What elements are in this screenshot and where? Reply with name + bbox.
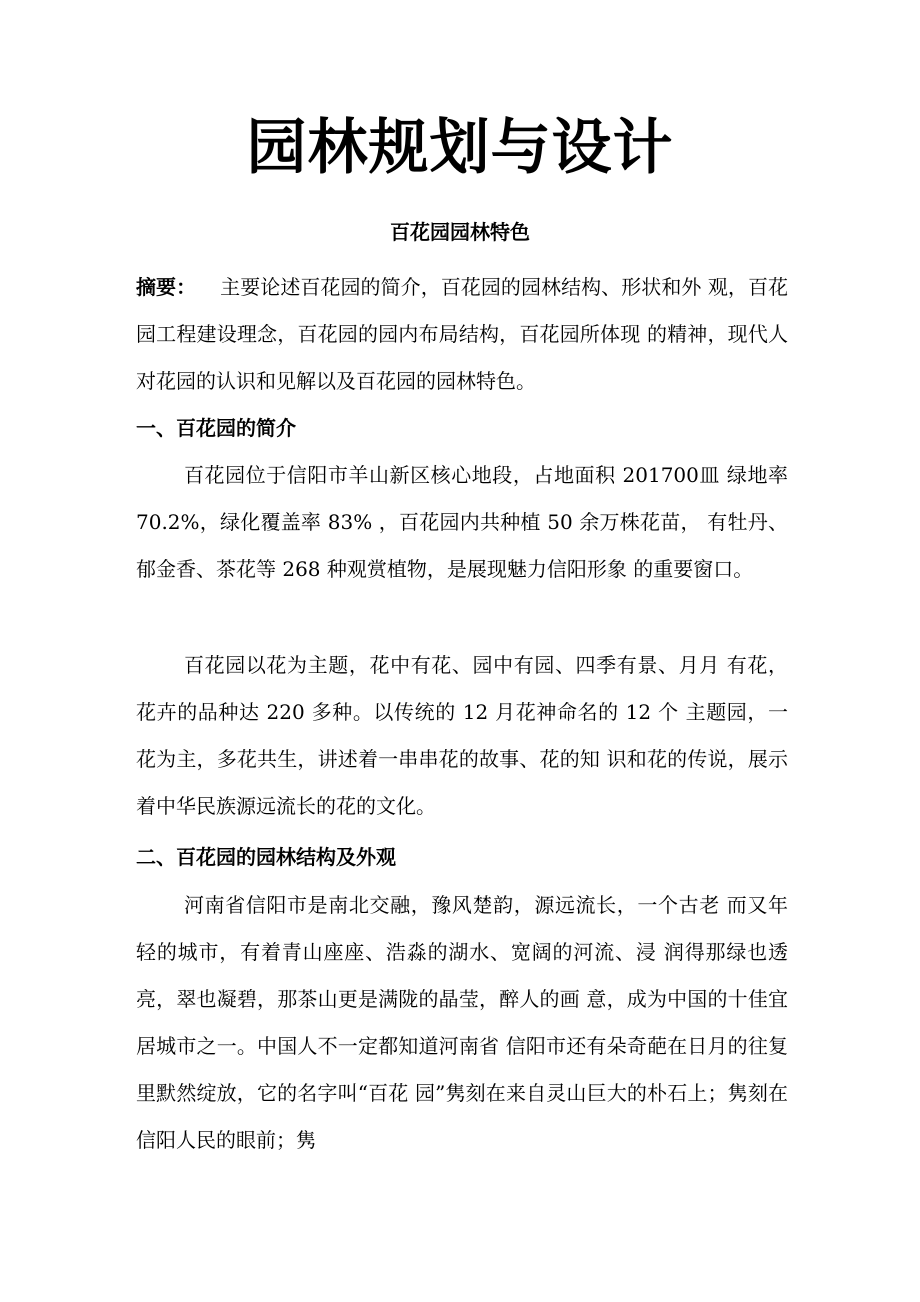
document-title: 园林规划与设计 [246, 113, 674, 183]
abstract-paragraph [136, 264, 788, 405]
section-heading-intro: 一、百花园的简介 [136, 416, 296, 440]
abstract-label: 摘要： [136, 275, 197, 299]
section-heading-structure: 二、百花园的园林结构及外观 [136, 845, 396, 869]
abstract-text: 主要论述百花园的简介，百花园的园林结构、形状和外 观，百花园工程建设理念，百花园的园内布局结构，百花园所体现 的精神，现代人对花园的认识和见解以及百花园的园林特色。 [136, 275, 789, 393]
intro-paragraph-2: 百花园以花为主题，花中有花、园中有园、四季有景、月月 有花，花卉的品种达 220 多种。以传统的 12 月花神命名的 12 个 主题园，一花为主，多花共生，讲述着一串串花的故事、花的知 识和花的传说，展示着中华民族源远流长的花的文化。 [136, 653, 788, 818]
structure-paragraph-1: 河南省信阳市是南北交融，豫风楚韵，源远流长，一个古老 而又年轻的城市，有着青山座座、浩淼的湖水、宽阔的河流、浸 润得那绿也透亮，翠也凝碧，那茶山更是满陇的晶莹，醉人的画 意，成为中国的十佳宜居城市之一。中国人不一定都知道河南省 信阳市还有朵奇葩在日月的往复里默然绽放，它的名字叫“百花 园”隽刻在来自灵山巨大的朴石上；隽刻在信阳人民的眼前；隽 [136, 893, 788, 1152]
intro-paragraph-1: 百花园位于信阳市羊山新区核心地段，占地面积 201700皿 绿地率 70.2%，绿化覆盖率 83% ，百花园内共种植 50 余万株花苗， 有牡丹、郁金香、茶花等 268 种观赏植物，是展现魅力信阳形象 的重要窗口。 [136, 463, 788, 581]
document-subtitle: 百花园园林特色 [390, 220, 530, 244]
